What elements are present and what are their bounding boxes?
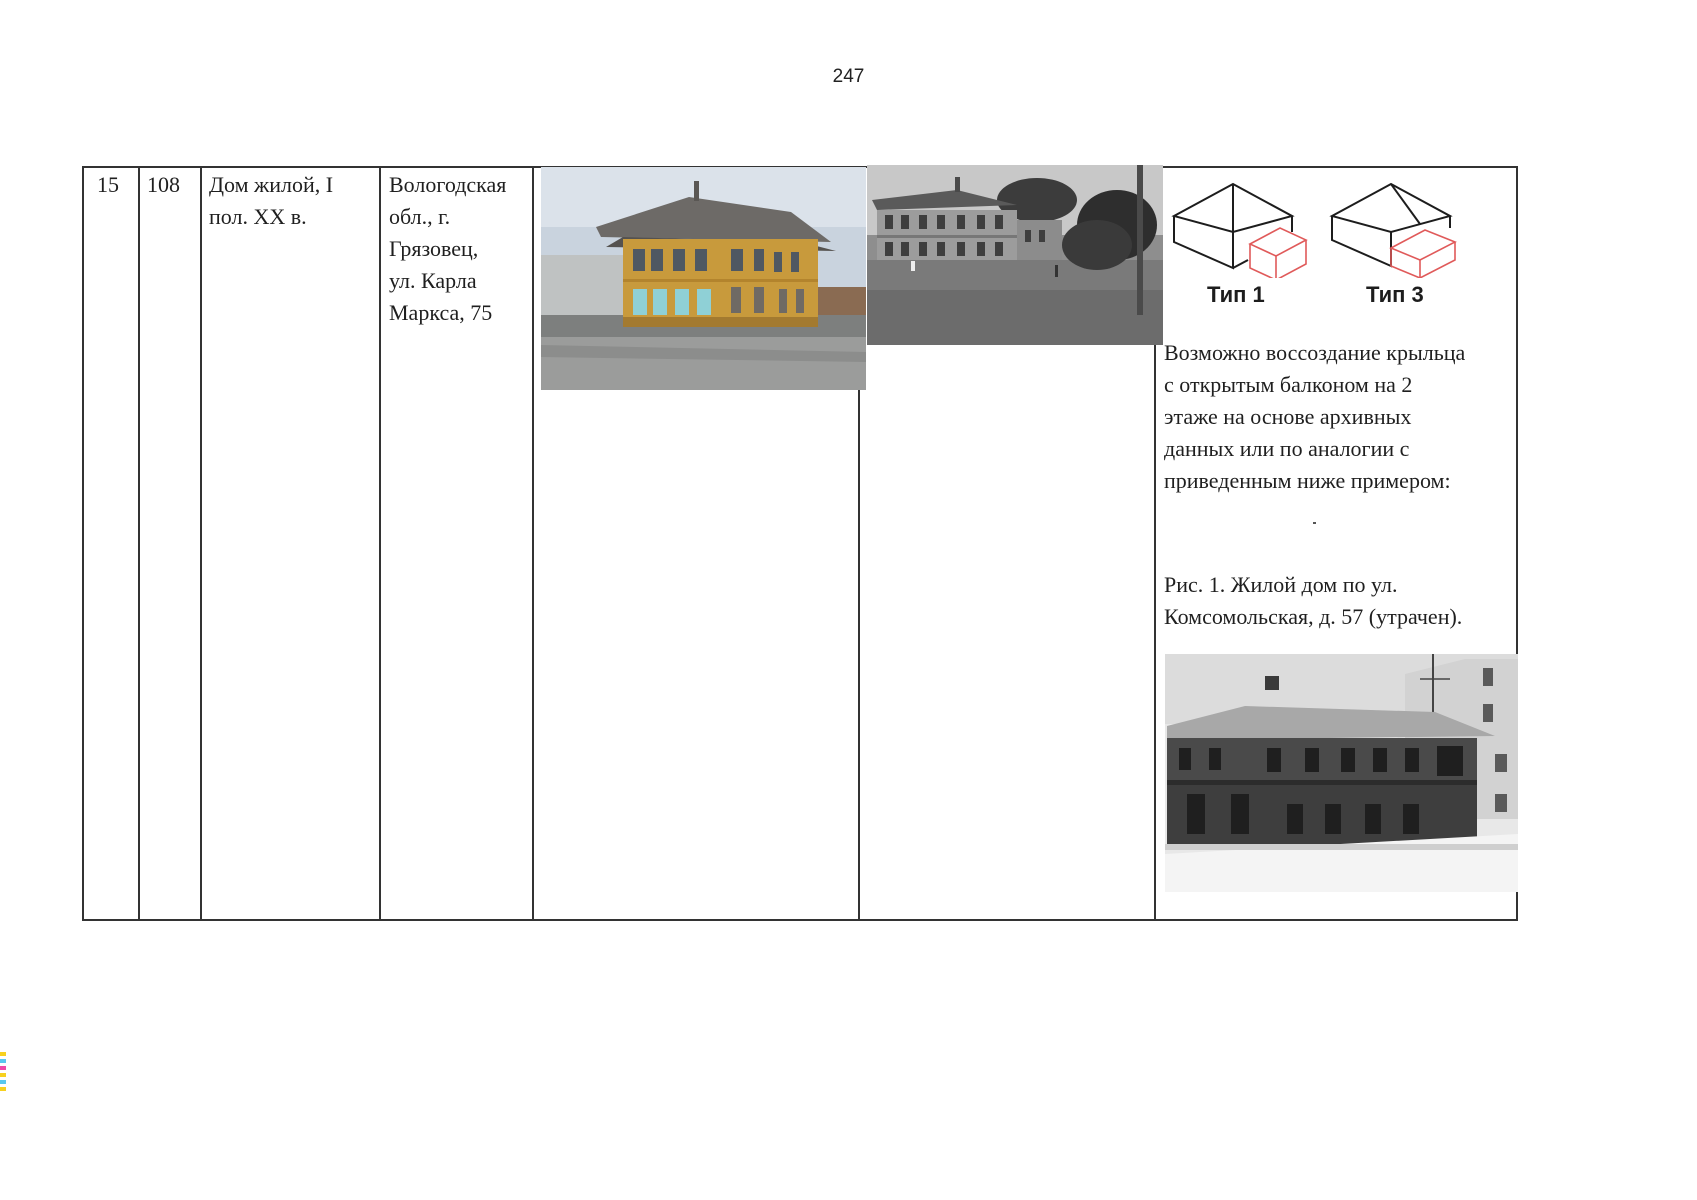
row-number: 15 — [97, 172, 119, 197]
address-line: Маркса, 75 — [389, 300, 493, 325]
porch-type-diagram — [1170, 172, 1470, 278]
caption-line: Комсомольская, д. 57 (утрачен). — [1164, 604, 1463, 629]
note-line: Возможно воссоздание крыльца — [1164, 340, 1466, 365]
type1-label: Тип 1 — [1207, 282, 1265, 307]
note-line: этаже на основе архивных — [1164, 404, 1412, 429]
column-divider — [1154, 345, 1156, 920]
caption-line: Рис. 1. Жилой дом по ул. — [1164, 572, 1398, 597]
object-name-line: Дом жилой, I — [209, 172, 334, 197]
scan-color-marks — [0, 1052, 6, 1172]
note-line: с открытым балконом на 2 — [1164, 372, 1413, 397]
address-line: обл., г. — [389, 204, 451, 229]
object-id: 108 — [147, 172, 180, 197]
address-line: ул. Карла — [389, 268, 477, 293]
building-photo-archive — [867, 165, 1163, 345]
building-photo-color — [541, 167, 866, 390]
type3-label: Тип 3 — [1366, 282, 1424, 307]
object-name-line: пол. XX в. — [209, 204, 307, 229]
scan-speck — [1313, 522, 1316, 524]
example-building-photo — [1165, 654, 1518, 892]
address-line: Грязовец, — [389, 236, 479, 261]
column-divider — [138, 166, 140, 920]
column-divider — [858, 390, 860, 920]
table-bottom-border — [82, 919, 1518, 921]
page-number: 247 — [832, 66, 865, 87]
table-left-border — [82, 166, 84, 920]
column-divider — [532, 166, 534, 920]
column-divider — [379, 166, 381, 920]
note-line: данных или по аналогии с — [1164, 436, 1410, 461]
note-line: приведенным ниже примером: — [1164, 468, 1451, 493]
address-line: Вологодская — [389, 172, 507, 197]
column-divider — [200, 166, 202, 920]
